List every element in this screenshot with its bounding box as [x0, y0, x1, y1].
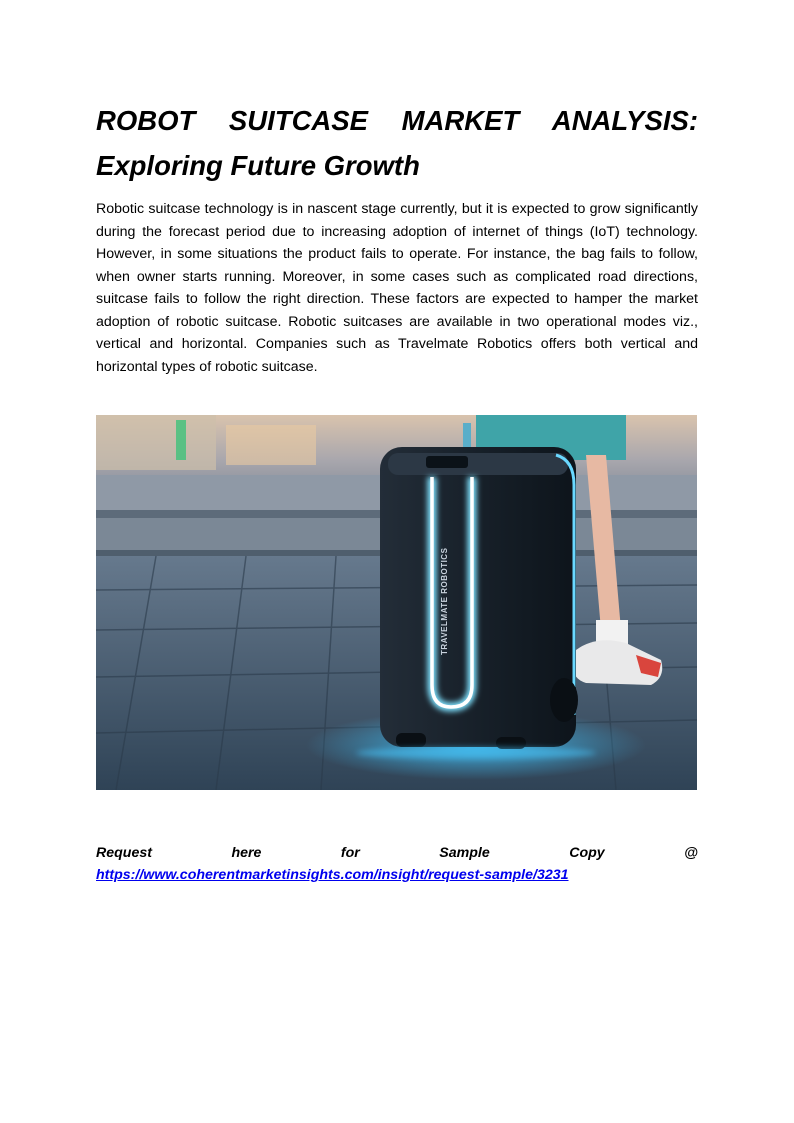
- request-sample-block: [96, 842, 698, 886]
- request-sample-line: [96, 842, 698, 864]
- suitcase-brand-text: TRAVELMATE ROBOTICS: [440, 547, 449, 655]
- document-title: [96, 98, 698, 188]
- robot-suitcase-photo: [96, 415, 697, 790]
- intro-paragraph: Robotic suitcase technology is in nascent stage currently, but it is expected to grow significantly during the forecast period due to increasing adoption of internet of things (IoT) technology. However, in some situations the product fails to operate. For instance, the bag fails to follow, when owner starts running. Moreover, in some cases such as complicated road directions, suitcase fails to follow the right direction. These factors are expected to hamper the market adoption of robotic suitcase. Robotic suitcases are available in two operational modes viz., vertical and horizontal. Companies such as Travelmate Robotics offers both vertical and horizontal types of robotic suitcase.: [96, 201, 698, 375]
- request-word: Request: [96, 845, 152, 861]
- request-word: Sample: [439, 845, 490, 861]
- request-word: for: [340, 845, 360, 861]
- request-sample-link[interactable]: https://www.coherentmarketinsights.com/insight/request-sample/3231: [96, 867, 569, 883]
- title-line-1: ROBOT SUITCASE MARKET ANALYSIS:: [96, 105, 698, 136]
- request-word: @: [684, 845, 698, 861]
- title-line-2: Exploring Future Growth: [96, 150, 420, 181]
- request-word: here: [231, 845, 262, 861]
- request-word: Copy: [569, 845, 605, 861]
